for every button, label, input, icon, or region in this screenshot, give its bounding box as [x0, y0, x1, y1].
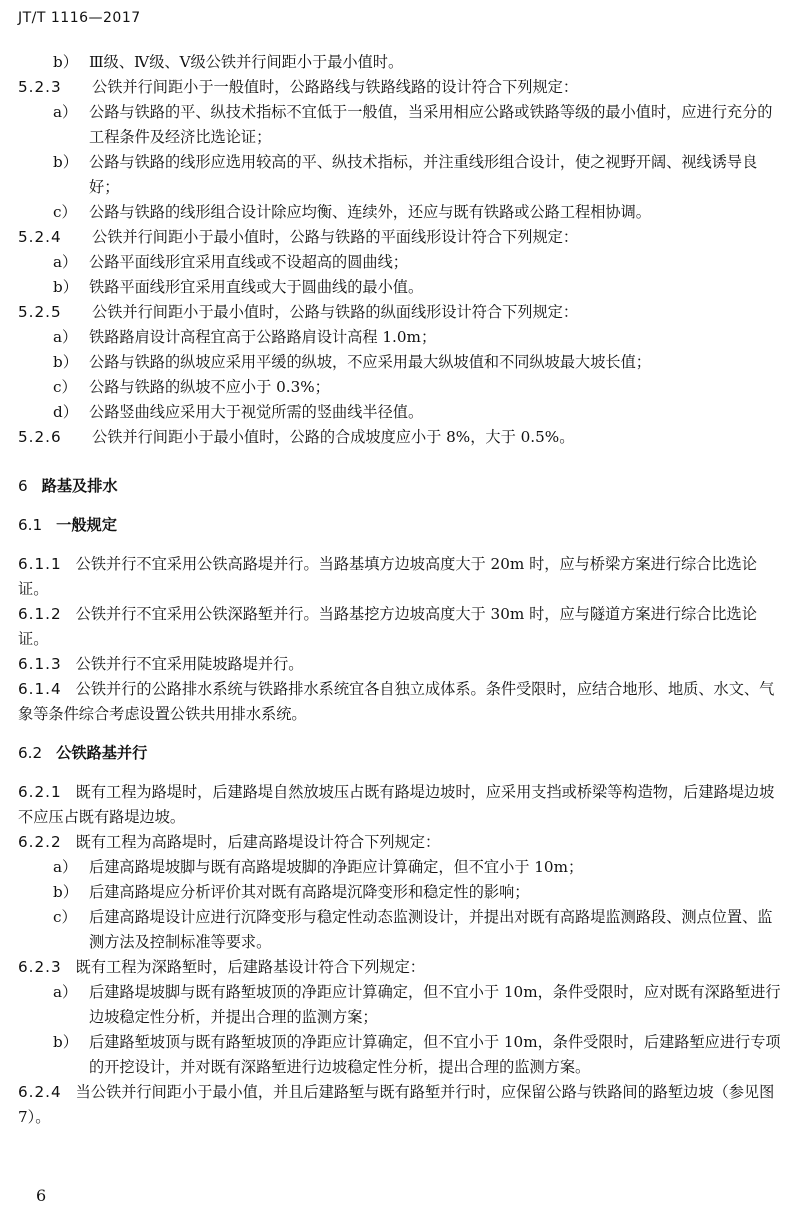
list-marker: a） — [53, 328, 78, 346]
clause-text: 公铁并行不宜采用陡坡路堤并行。 — [75, 655, 304, 673]
clause-text: 铁路路肩设计高程宜高于公路路肩设计高程 1.0m； — [89, 328, 437, 346]
clause-text: 公铁并行间距小于最小值时，公路与铁路的纵面线形设计符合下列规定： — [92, 303, 578, 321]
clause-number: 6.1.4 — [18, 680, 62, 698]
clause-text: 铁路平面线形宜采用直线或大于圆曲线的最小值。 — [89, 278, 424, 296]
clause-number: 6 — [18, 477, 28, 495]
numbered-clause — [0, 955, 800, 980]
section-heading — [0, 513, 800, 538]
clause-text: 既有工程为高路堤时，后建高路堤设计符合下列规定： — [75, 833, 441, 851]
clause-number: 5.2.3 — [18, 78, 62, 96]
clause-text: 公路与铁路的纵坡不应小于 0.3%； — [89, 378, 330, 396]
clause-text: Ⅲ级、Ⅳ级、Ⅴ级公铁并行间距小于最小值时。 — [89, 53, 404, 71]
list-marker: d） — [53, 403, 78, 421]
clause-text: 公铁路基并行 — [56, 744, 148, 762]
clause-text: 后建高路堤应分析评价其对既有高路堤沉降变形和稳定性的影响； — [89, 883, 530, 901]
spacer — [0, 499, 800, 513]
list-item — [0, 400, 800, 425]
list-marker: b） — [53, 53, 78, 71]
numbered-clause — [0, 652, 800, 677]
spacer — [0, 766, 800, 780]
clause-number: 6.1.2 — [18, 605, 62, 623]
clause-text: 公路与铁路的线形组合设计除应均衡、连续外，还应与既有铁路或公路工程相协调。 — [89, 203, 651, 221]
clause-text: 当公铁并行间距小于最小值，并且后建路堑与既有路堑并行时，应保留公路与铁路间的路堑边坡（参见图 7）。 — [18, 1083, 775, 1126]
numbered-clause — [0, 602, 800, 652]
clause-text: 公铁并行间距小于最小值时，公路的合成坡度应小于 8%，大于 0.5%。 — [92, 428, 575, 446]
list-marker: a） — [53, 858, 78, 876]
clause-text: 既有工程为路堤时，后建路堤自然放坡压占既有路堤边坡时，应采用支挡或桥梁等构造物，后建路堤边坡不应压占既有路堤边坡。 — [18, 783, 775, 826]
list-item — [0, 350, 800, 375]
clause-text: 后建路堤坡脚与既有路堑坡顶的净距应计算确定，但不宜小于 10m，条件受限时，应对既有深路堑进行边坡稳定性分析，并提出合理的监测方案； — [89, 983, 781, 1026]
document-body — [0, 50, 800, 1130]
clause-text: 公路平面线形宜采用直线或不设超高的圆曲线； — [89, 253, 408, 271]
list-item — [0, 325, 800, 350]
list-marker: c） — [53, 908, 77, 926]
list-item — [0, 200, 800, 225]
clause-number: 5.2.6 — [18, 428, 62, 446]
clause-number: 6.2 — [18, 744, 43, 762]
list-marker: b） — [53, 1033, 78, 1051]
clause-text: 公路与铁路的线形应选用较高的平、纵技术指标，并注重线形组合设计，使之视野开阔、视线诱导良好； — [89, 153, 758, 196]
clause-number: 6.2.4 — [18, 1083, 62, 1101]
list-marker: c） — [53, 378, 77, 396]
clause-text: 路基及排水 — [41, 477, 118, 495]
numbered-clause — [0, 225, 800, 250]
clause-number: 6.1.3 — [18, 655, 62, 673]
clause-text: 公路与铁路的纵坡应采用平缓的纵坡，不应采用最大纵坡值和不同纵坡最大坡长值； — [89, 353, 651, 371]
list-marker: a） — [53, 983, 78, 1001]
list-item — [0, 1030, 800, 1080]
clause-text: 公铁并行的公路排水系统与铁路排水系统宜各自独立成体系。条件受限时，应结合地形、地质、水文、气象等条件综合考虑设置公铁共用排水系统。 — [18, 680, 775, 723]
document-code: JT/T 1116—2017 — [18, 10, 141, 26]
clause-text: 后建高路堤坡脚与既有高路堤坡脚的净距应计算确定，但不宜小于 10m； — [89, 858, 584, 876]
clause-text: 后建路堑坡顶与既有路堑坡顶的净距应计算确定，但不宜小于 10m，条件受限时，后建路堑应进行专项的开挖设计，并对既有深路堑进行边坡稳定性分析，提出合理的监测方案。 — [89, 1033, 781, 1076]
spacer — [0, 450, 800, 474]
list-item — [0, 100, 800, 150]
list-item — [0, 905, 800, 955]
clause-text: 一般规定 — [56, 516, 117, 534]
list-marker: c） — [53, 203, 77, 221]
clause-text: 公路与铁路的平、纵技术指标不宜低于一般值，当采用相应公路或铁路等级的最小值时，应进行充分的工程条件及经济比选论证； — [89, 103, 773, 146]
clause-text: 既有工程为深路堑时，后建路基设计符合下列规定： — [75, 958, 425, 976]
clause-number: 6.1.1 — [18, 555, 62, 573]
list-marker: b） — [53, 353, 78, 371]
numbered-clause — [0, 75, 800, 100]
clause-text: 公铁并行不宜采用公铁深路堑并行。当路基挖方边坡高度大于 30m 时，应与隧道方案进行综合比选论证。 — [18, 605, 757, 648]
numbered-clause — [0, 677, 800, 727]
list-item — [0, 150, 800, 200]
spacer — [0, 727, 800, 741]
clause-number: 5.2.4 — [18, 228, 62, 246]
section-heading — [0, 741, 800, 766]
list-item — [0, 50, 800, 75]
page-number: 6 — [36, 1186, 47, 1205]
clause-number: 5.2.5 — [18, 303, 62, 321]
list-marker: a） — [53, 103, 78, 121]
list-marker: a） — [53, 253, 78, 271]
clause-text: 公路竖曲线应采用大于视觉所需的竖曲线半径值。 — [89, 403, 424, 421]
list-item — [0, 855, 800, 880]
clause-number: 6.1 — [18, 516, 43, 534]
list-marker: b） — [53, 153, 78, 171]
list-item — [0, 980, 800, 1030]
clause-number: 6.2.2 — [18, 833, 62, 851]
numbered-clause — [0, 300, 800, 325]
list-marker: b） — [53, 278, 78, 296]
clause-text: 公铁并行间距小于一般值时，公路路线与铁路线路的设计符合下列规定： — [92, 78, 578, 96]
numbered-clause — [0, 1080, 800, 1130]
numbered-clause — [0, 552, 800, 602]
spacer — [0, 538, 800, 552]
clause-number: 6.2.3 — [18, 958, 62, 976]
list-marker: b） — [53, 883, 78, 901]
clause-text: 后建高路堤设计应进行沉降变形与稳定性动态监测设计，并提出对既有高路堤监测路段、测点位置、监测方法及控制标准等要求。 — [89, 908, 773, 951]
clause-text: 公铁并行不宜采用公铁高路堤并行。当路基填方边坡高度大于 20m 时，应与桥梁方案进行综合比选论证。 — [18, 555, 757, 598]
numbered-clause — [0, 425, 800, 450]
numbered-clause — [0, 780, 800, 830]
section-heading — [0, 474, 800, 499]
list-item — [0, 880, 800, 905]
list-item — [0, 250, 800, 275]
clause-number: 6.2.1 — [18, 783, 62, 801]
list-item — [0, 375, 800, 400]
clause-text: 公铁并行间距小于最小值时，公路与铁路的平面线形设计符合下列规定： — [92, 228, 578, 246]
list-item — [0, 275, 800, 300]
numbered-clause — [0, 830, 800, 855]
